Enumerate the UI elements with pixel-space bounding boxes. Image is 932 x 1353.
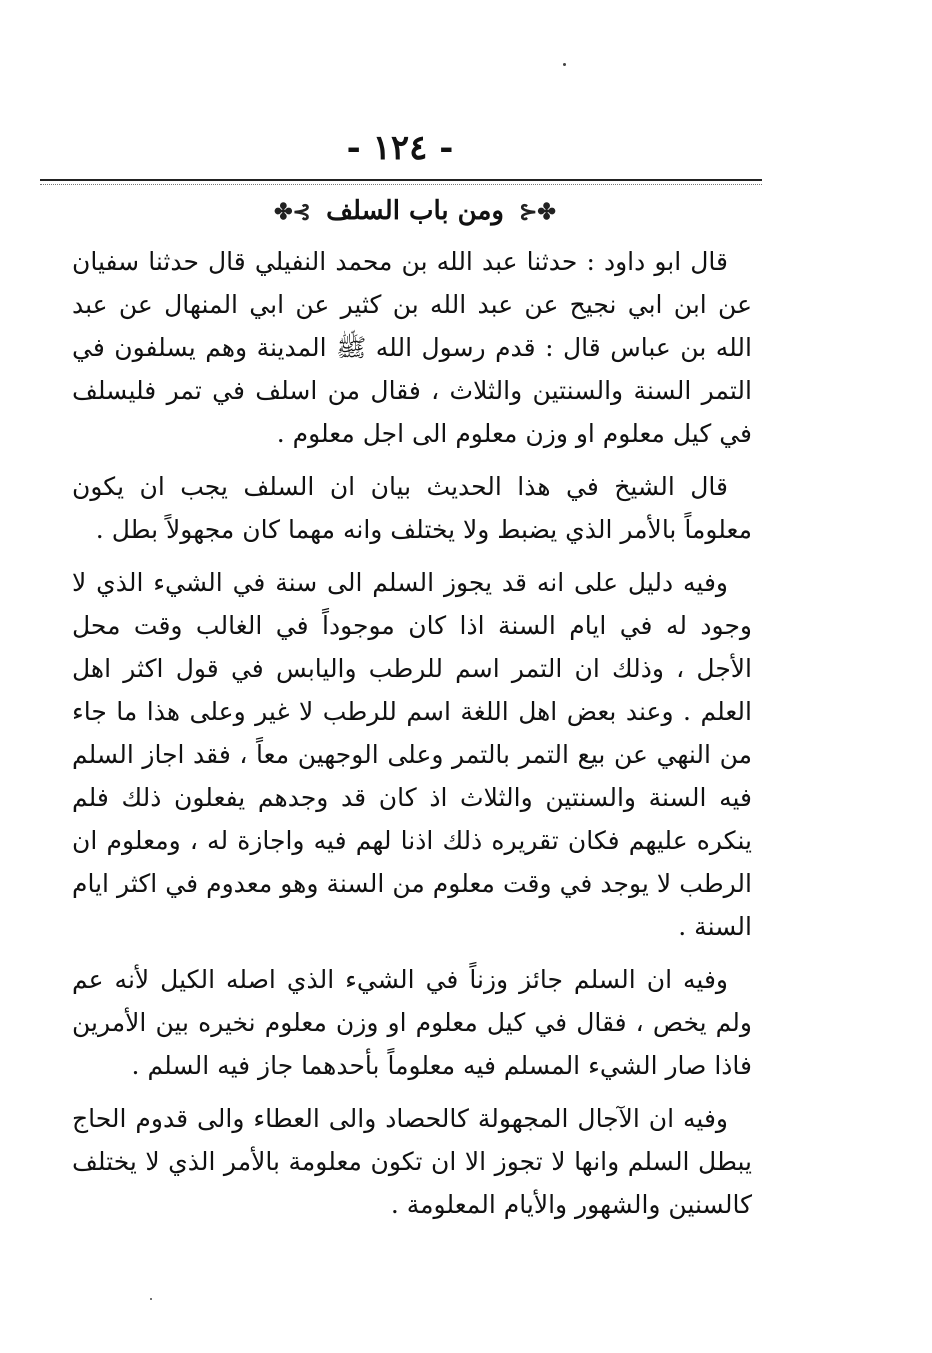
body-text: [72, 240, 752, 1236]
paragraph-hadith: قال ابو داود : حدثنا عبد الله بن محمد النفيلي قال حدثنا سفيان عن ابن ابي نجيح عن عبد الله بن كثير عن ابي المنهال عن عبد الله بن عباس قال : قدم رسول الله ﷺ المدينة وهم يسلفون في التمر السنة والسنتين والثلاث ، فقال من اسلف في تمر فليسلف في كيل معلوم او وزن معلوم الى اجل معلوم .: [72, 247, 752, 448]
chapter-heading: [0, 196, 830, 226]
paragraph-weight: وفيه ان السلم جائز وزناً في الشيء الذي اصله الكيل لأنه عم ولم يخص ، فقال في كيل معلوم او وزن معلوم نخيره بين الأمرين فاذا صار الشيء المسلم فيه معلوماً بأحدهما جاز فيه السلم .: [72, 965, 752, 1080]
paragraph-evidence: وفيه دليل على انه قد يجوز السلم الى سنة في الشيء الذي لا وجود له في ايام السنة اذا كان موجوداً في الغالب وقت محل الأجل ، وذلك ان التمر اسم للرطب واليابس في قول اكثر اهل العلم . وعند بعض اهل اللغة اسم للرطب لا غير وعلى هذا ما جاء من النهي عن بيع التمر بالتمر وعلى الوجهين معاً ، فقد اجاز السلم فيه السنة والسنتين والثلاث اذ كان قد وجدهم يفعلون ذلك فلم ينكره عليهم فكان تقريره ذلك اذنا لهم فيه واجازة له ، ومعلوم ان الرطب لا يوجد في وقت معلوم من السنة وهو معدوم في اكثر ايام السنة .: [72, 568, 752, 941]
scan-speck: [563, 63, 566, 66]
scan-speck: [150, 1298, 152, 1300]
chapter-title: ومن باب السلف: [326, 196, 504, 226]
ornament-left-icon: ⊱✤: [274, 199, 311, 225]
page-number: - ١٢٤ -: [346, 128, 454, 168]
header-rule: [40, 179, 762, 181]
paragraph-terms: وفيه ان الآجال المجهولة كالحصاد والى العطاء والى قدوم الحاج يبطل السلم وانها لا تجوز الا ان تكون معلومة بالأمر الذي لا يختلف كالسنين والشهور والأيام المعلومة .: [72, 1104, 752, 1219]
paragraph-commentary: قال الشيخ في هذا الحديث بيان ان السلف يجب ان يكون معلوماً بالأمر الذي يضبط ولا يختلف وانه مهما كان مجهولاً بطل .: [72, 472, 752, 544]
ornament-right-icon: ✤⊰: [519, 199, 556, 225]
